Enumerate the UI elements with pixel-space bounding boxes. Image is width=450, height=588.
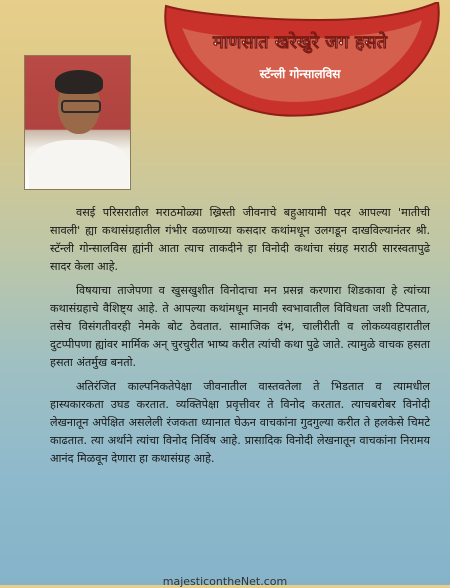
title-banner — [160, 2, 443, 122]
blurb-paragraph: वसई परिसरातील मराठमोळ्या ख्रिस्ती जीवनाचे बहुआयामी पदर आपल्या 'मातीची सावली' ह्या कथासंग्रहातील गंभीर वळणाच्या कसदार कथांमधून उलगडून दाखविल्यानंतर श्री. स्टॅन्ली गोन्सालविस ह्यांनी आता त्याच ताकदीने हा विनोदी कथांचा संग्रह मराठी सारस्वतापुढे सादर केला आहे. — [50, 206, 430, 273]
book-author: स्टॅन्ली गोन्सालविस — [259, 67, 341, 81]
blurb-paragraph: विषयाचा ताजेपणा व खुसखुशीत विनोदाचा मन प्रसन्न करणारा शिडकावा हे त्यांच्या कथासंग्रहाचे वैशिष्ट्य आहे. ते आपल्या कथांमधून मानवी स्वभावातील विविधता जशी टिपतात, तसेच विसंगतीवरही नेमके बोट ठेवतात. सामाजिक दंभ, चालीरीती व लोकव्यवहारातील दुटप्पीपणा ह्यांवर मार्मिक अन् चुरचुरीत भाष्य करीत त्यांची कथा पुढे जाते. त्यामुळे वाचक हसता हसता अंतर्मुख बनतो. — [50, 284, 430, 369]
author-shirt — [29, 140, 129, 190]
footer-url: majesticontheNet.com — [162, 575, 288, 588]
blurb-text — [50, 204, 430, 468]
author-hair — [55, 70, 103, 94]
author-photo — [24, 55, 131, 190]
book-title: माणसात खरेखुरे जग हसते — [213, 32, 387, 53]
author-glasses — [61, 100, 101, 113]
blurb-paragraph: अतिरंजित काल्पनिकतेपेक्षा जीवनातील वास्तवतेला ते भिडतात व त्यामधील हास्यकारकता उघड करतात. व्यक्तिपेक्षा प्रवृत्तीवर ते विनोद करतात. त्याचबरोबर विनोदी लेखनातून अपेक्षित असलेली रंजकता ध्यानात घेऊन वाचकांना गुदगुल्या करीत ते हलकेसे चिमटे काढतात. त्या अर्थाने त्यांचा विनोद निर्विष आहे. प्रासादिक विनोदी लेखनातून वाचकांना निरामय आनंद मिळवून देणारा हा कथासंग्रह आहे. — [50, 380, 430, 465]
